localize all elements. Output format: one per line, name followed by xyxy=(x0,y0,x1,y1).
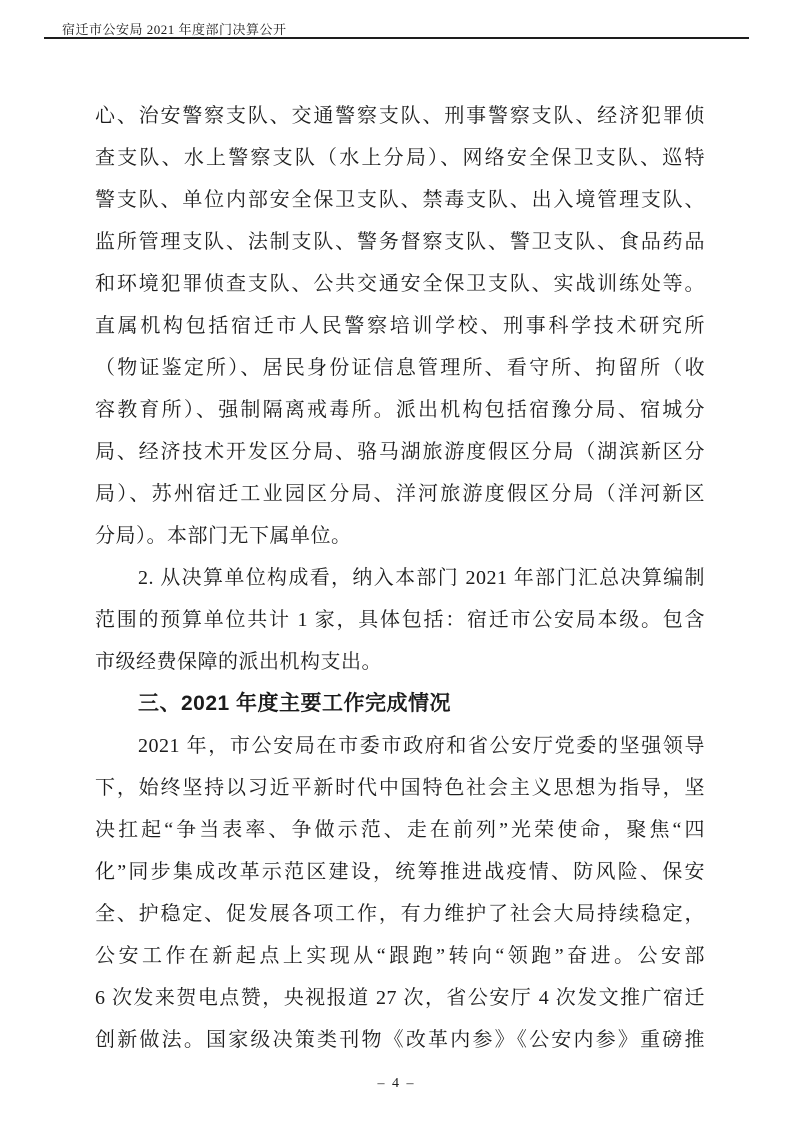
body-line: 分局）。本部门无下属单位。 xyxy=(95,525,352,547)
body-line: 局、经济技术开发区分局、骆马湖旅游度假区分局（湖滨新区分 xyxy=(95,441,705,463)
body-line: 公安工作在新起点上实现从“跟跑”转向“领跑”奋进。公安部 xyxy=(95,945,705,967)
body-line: 创新做法。国家级决策类刊物《改革内参》《公安内参》重磅推 xyxy=(95,1029,705,1051)
body-line: 查支队、水上警察支队（水上分局）、网络安全保卫支队、巡特 xyxy=(95,147,705,169)
body-line: 化”同步集成改革示范区建设，统筹推进战疫情、防风险、保安 xyxy=(95,861,705,883)
page-header-title: 宿迁市公安局 2021 年度部门决算公开 xyxy=(62,22,287,37)
body-line: 6 次发来贺电点赞，央视报道 27 次，省公安厅 4 次发文推广宿迁 xyxy=(95,987,705,1009)
body-line: 局）、苏州宿迁工业园区分局、洋河旅游度假区分局（洋河新区 xyxy=(95,483,705,505)
body-line: 下，始终坚持以习近平新时代中国特色社会主义思想为指导，坚 xyxy=(95,777,705,799)
body-line: 直属机构包括宿迁市人民警察培训学校、刑事科学技术研究所 xyxy=(95,315,705,337)
body-line: 2. 从决算单位构成看，纳入本部门 2021 年部门汇总决算编制 xyxy=(138,567,705,589)
document-body xyxy=(95,95,705,1061)
body-line: 2021 年，市公安局在市委市政府和省公安厅党委的坚强领导 xyxy=(138,735,705,757)
body-line: （物证鉴定所）、居民身份证信息管理所、看守所、拘留所（收 xyxy=(95,357,705,379)
body-line: 市级经费保障的派出机构支出。 xyxy=(95,651,382,673)
body-line: 决扛起“争当表率、争做示范、走在前列”光荣使命，聚焦“四 xyxy=(95,819,705,841)
body-line: 和环境犯罪侦查支队、公共交通安全保卫支队、实战训练处等。 xyxy=(95,273,705,295)
body-line: 心、治安警察支队、交通警察支队、刑事警察支队、经济犯罪侦 xyxy=(95,105,705,127)
page-number: – 4 – xyxy=(377,1076,416,1091)
body-line: 全、护稳定、促发展各项工作，有力维护了社会大局持续稳定， xyxy=(95,903,705,925)
body-line: 范围的预算单位共计 1 家，具体包括：宿迁市公安局本级。包含 xyxy=(95,609,705,631)
body-line: 警支队、单位内部安全保卫支队、禁毒支队、出入境管理支队、 xyxy=(95,189,705,211)
header-divider xyxy=(44,37,749,39)
body-line: 容教育所）、强制隔离戒毒所。派出机构包括宿豫分局、宿城分 xyxy=(95,399,705,421)
section-heading: 三、2021 年度主要工作完成情况 xyxy=(138,692,452,715)
body-line: 监所管理支队、法制支队、警务督察支队、警卫支队、食品药品 xyxy=(95,231,705,253)
